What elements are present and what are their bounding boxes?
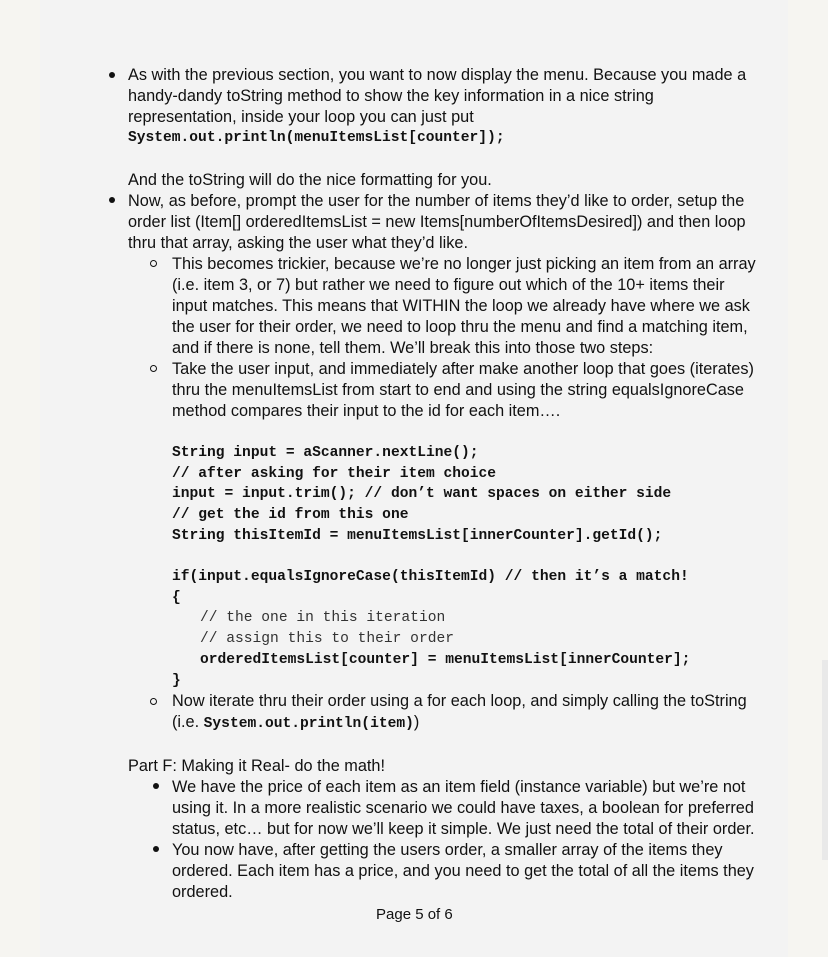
paragraph-line: thru the menuItemsList from start to end and using the string equalsIgnoreCase	[172, 381, 744, 399]
paragraph-line: ordered. Each item has a price, and you need to get the total of all the items they	[172, 862, 754, 880]
hollow-bullet-icon	[150, 698, 157, 705]
hollow-bullet-icon	[150, 260, 157, 267]
paragraph-line: order list (Item[] orderedItemsList = new Items[numberOfItemsDesired]) and then loop	[128, 213, 746, 231]
code-line: {	[172, 590, 181, 606]
scrollbar[interactable]	[822, 660, 828, 860]
bullet-icon	[153, 783, 159, 789]
bullet-icon	[109, 197, 115, 203]
code-comment: // assign this to their order	[200, 631, 454, 647]
page-number: Page 5 of 6	[376, 906, 453, 923]
code-line: }	[172, 673, 181, 689]
bullet-icon	[109, 72, 115, 78]
paragraph-line: input matches. This means that WITHIN the loop we already have where we ask	[172, 297, 750, 315]
paragraph-line: And the toString will do the nice formatting for you.	[128, 171, 492, 189]
code-line: if(input.equalsIgnoreCase(thisItemId) // then it’s a match!	[172, 569, 689, 585]
paragraph-line: status, etc… but for now we’ll keep it simple. We just need the total of their order.	[172, 820, 755, 838]
paragraph-line: This becomes trickier, because we’re no longer just picking an item from an array	[172, 255, 756, 273]
code-line: // get the id from this one	[172, 507, 409, 523]
paragraph-line	[172, 712, 419, 735]
inline-code: System.out.println(item)	[203, 716, 414, 732]
code-comment: // the one in this iteration	[200, 610, 446, 626]
code-line: input = input.trim(); // don’t want spaces on either side	[172, 486, 672, 502]
paragraph-line: Now, as before, prompt the user for the number of items they’d like to order, setup the	[128, 192, 745, 210]
code-line: System.out.println(menuItemsList[counter]);	[128, 130, 505, 146]
paragraph-line: thru that array, asking the user what they’d like.	[128, 234, 468, 252]
paragraph-line: As with the previous section, you want to now display the menu. Because you made a	[128, 66, 747, 84]
code-line: String thisItemId = menuItemsList[innerCounter].getId();	[172, 528, 663, 544]
paragraph-line: and if there is none, tell them. We’ll break this into those two steps:	[172, 339, 654, 357]
section-heading: Part F: Making it Real- do the math!	[128, 757, 385, 775]
inline-text: (i.e.	[172, 713, 204, 731]
document-page	[40, 0, 788, 957]
paragraph-line: (i.e. item 3, or 7) but rather we need to figure out which of the 10+ items their	[172, 276, 725, 294]
paragraph-line: Now iterate thru their order using a for each loop, and simply calling the toString	[172, 692, 747, 710]
paragraph-line: using it. In a more realistic scenario we could have taxes, a boolean for preferred	[172, 799, 754, 817]
paragraph-line: You now have, after getting the users order, a smaller array of the items they	[172, 841, 723, 859]
hollow-bullet-icon	[150, 365, 157, 372]
paragraph-line: ordered.	[172, 883, 233, 901]
paragraph-line: method compares their input to the id for each item….	[172, 402, 561, 420]
code-line: String input = aScanner.nextLine();	[172, 445, 479, 461]
bullet-icon	[153, 846, 159, 852]
paragraph-line: We have the price of each item as an item field (instance variable) but we’re not	[172, 778, 746, 796]
paragraph-line: the user for their order, we need to loop thru the menu and find a matching item,	[172, 318, 748, 336]
code-line: // after asking for their item choice	[172, 466, 497, 482]
inline-text: )	[413, 713, 420, 731]
paragraph-line: Take the user input, and immediately after make another loop that goes (iterates)	[172, 360, 754, 378]
paragraph-line: representation, inside your loop you can just put	[128, 108, 474, 126]
paragraph-line: handy-dandy toString method to show the key information in a nice string	[128, 87, 654, 105]
code-line: orderedItemsList[counter] = menuItemsList[innerCounter];	[200, 652, 691, 668]
